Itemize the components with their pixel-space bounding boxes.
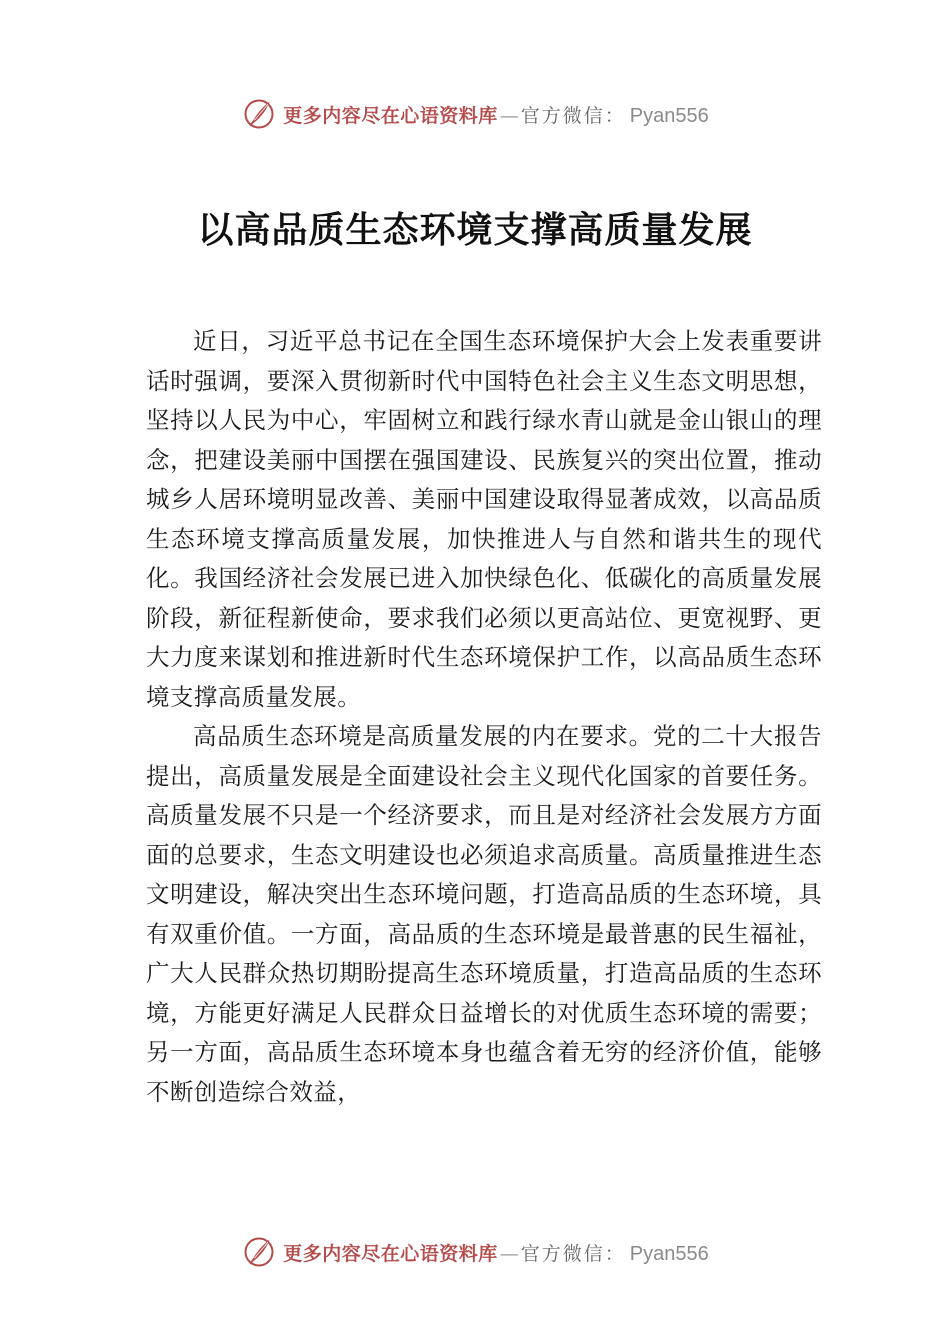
banner-dash: — [499,1242,519,1265]
feather-seal-icon [241,96,277,132]
banner-wechat-id: Pyan556 [629,1242,709,1265]
banner-wechat-label: 官方微信： [520,1242,626,1265]
document-title: 以高品质生态环境支撑高质量发展 [197,209,753,251]
banner-text [283,1239,709,1266]
banner-dash: — [499,104,519,127]
banner-wechat-id: Pyan556 [629,104,709,127]
feather-seal-icon [241,1234,277,1270]
banner-text [283,101,709,128]
header-banner [0,94,950,134]
footer-banner [0,1232,950,1272]
banner-main-text: 更多内容尽在心语资料库 [283,104,498,127]
banner-wechat-label: 官方微信： [520,104,626,127]
body-paragraph-1: 近日，习近平总书记在全国生态环境保护大会上发表重要讲话时强调，要深入贯彻新时代中国特色社会主义生态文明思想，坚持以人民为中心，牢固树立和践行绿水青山就是金山银山的理念，把建设美丽中国摆在强国建设、民族复兴的突出位置，推动城乡人居环境明显改善、美丽中国建设取得显著成效，以高品质生态环境支撑高质量发展，加快推进人与自然和谐共生的现代化。我国经济社会发展已进入加快绿色化、低碳化的高质量发展阶段，新征程新使命，要求我们必须以更高站位、更宽视野、更大力度来谋划和推进新时代生态环境保护工作，以高品质生态环境支撑高质量发展。 [146,327,822,711]
body-paragraph-2: 高品质生态环境是高质量发展的内在要求。党的二十大报告提出，高质量发展是全面建设社会主义现代化国家的首要任务。高质量发展不只是一个经济要求，而且是对经济社会发展方方面面的总要求，生态文明建设也必须追求高质量。高质量推进生态文明建设，解决突出生态环境问题，打造高品质的生态环境，具有双重价值。一方面，高品质的生态环境是最普惠的民生福祉，广大人民群众热切期盼提高生态环境质量，打造高品质的生态环境，方能更好满足人民群众日益增长的对优质生态环境的需要；另一方面，高品质生态环境本身也蕴含着无穷的经济价值，能够不断创造综合效益， [146,722,822,1106]
article-body [146,322,822,1112]
banner-main-text: 更多内容尽在心语资料库 [283,1242,498,1265]
